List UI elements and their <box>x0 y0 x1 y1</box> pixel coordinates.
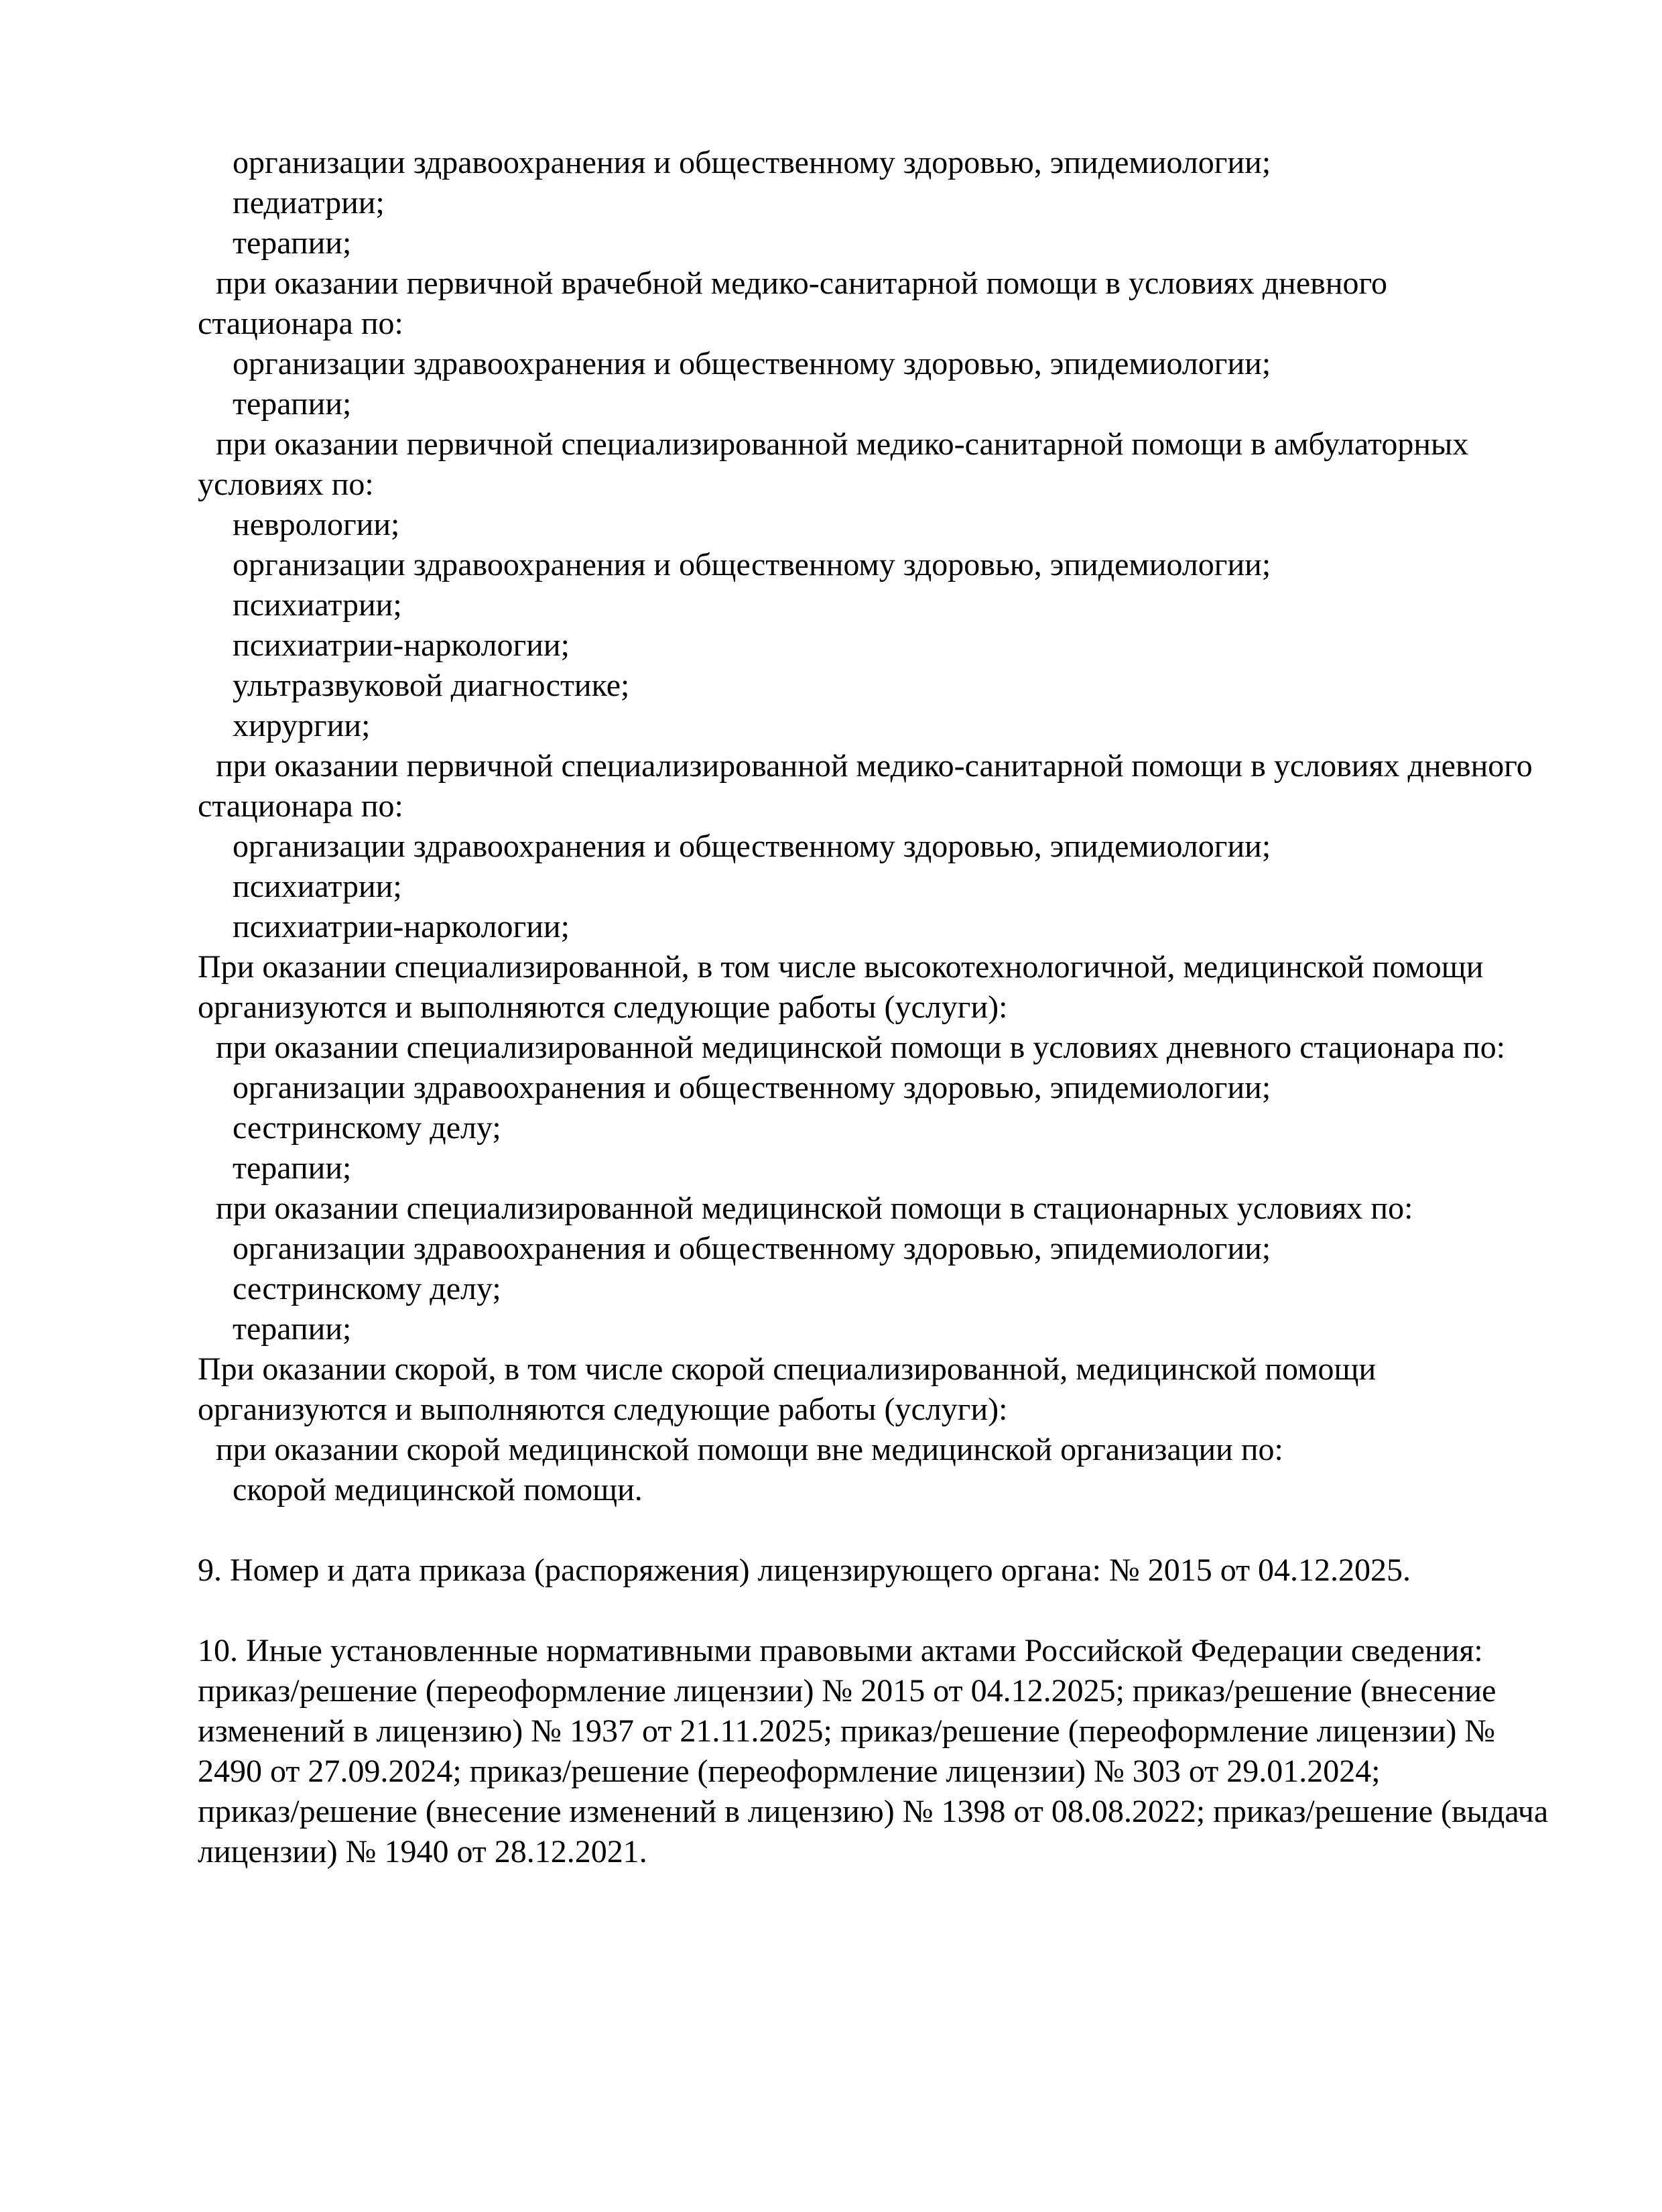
text-line: организации здравоохранения и общественному здоровью, эпидемиологии; <box>233 1070 1271 1105</box>
text-line: организуются и выполняются следующие работы (услуги): <box>198 1392 1008 1427</box>
document-body <box>198 143 1598 1872</box>
text-line: организации здравоохранения и общественному здоровью, эпидемиологии; <box>233 145 1271 180</box>
text-line: психиатрии-наркологии; <box>233 627 570 663</box>
text-line: При оказании скорой, в том числе скорой специализированной, медицинской помощи <box>198 1351 1377 1387</box>
text-line: условиях по: <box>198 467 374 502</box>
text-line: сестринскому делу; <box>233 1271 501 1306</box>
text-line: организации здравоохранения и общественному здоровью, эпидемиологии; <box>233 1231 1271 1266</box>
blank-line <box>198 1591 1598 1631</box>
text-line: при оказании первичной специализированной медико-санитарной помощи в амбулаторных <box>216 426 1469 462</box>
text-line: педиатрии; <box>233 185 385 221</box>
text-line: 10. Иные установленные нормативными правовыми актами Российской Федерации сведения: <box>198 1633 1483 1668</box>
text-line: хирургии; <box>233 708 371 743</box>
blank-line <box>198 1510 1598 1550</box>
text-line: организации здравоохранения и общественному здоровью, эпидемиологии; <box>233 828 1271 864</box>
text-line: приказ/решение (переоформление лицензии) № 2015 от 04.12.2025; приказ/решение (внесение <box>198 1673 1496 1709</box>
text-line: терапии; <box>233 386 352 422</box>
text-line: организации здравоохранения и общественному здоровью, эпидемиологии; <box>233 547 1271 582</box>
text-line: терапии; <box>233 225 352 261</box>
text-line: терапии; <box>233 1150 352 1186</box>
text-line: психиатрии; <box>233 869 402 904</box>
text-line: при оказании скорой медицинской помощи вне медицинской организации по: <box>216 1432 1283 1467</box>
text-line: изменений в лицензию) № 1937 от 21.11.2025; приказ/решение (переоформление лицензии) № <box>198 1713 1496 1749</box>
text-line: стационара по: <box>198 306 403 341</box>
text-line: стационара по: <box>198 788 403 824</box>
text-line: приказ/решение (внесение изменений в лицензию) № 1398 от 08.08.2022; приказ/решение (выдача <box>198 1794 1549 1829</box>
text-line: 2490 от 27.09.2024; приказ/решение (переоформление лицензии) № 303 от 29.01.2024; <box>198 1754 1381 1789</box>
text-line: ультразвуковой диагностике; <box>233 668 630 703</box>
text-line: психиатрии-наркологии; <box>233 909 570 944</box>
text-line: при оказании первичной врачебной медико-санитарной помощи в условиях дневного <box>216 265 1387 301</box>
text-line: при оказании специализированной медицинской помощи в стационарных условиях по: <box>216 1190 1413 1226</box>
text-line: скорой медицинской помощи. <box>233 1472 643 1508</box>
text-line: 9. Номер и дата приказа (распоряжения) лицензирующего органа: № 2015 от 04.12.2025. <box>198 1552 1411 1588</box>
text-line: при оказании специализированной медицинской помощи в условиях дневного стационара по: <box>216 1030 1506 1065</box>
text-line: терапии; <box>233 1311 352 1347</box>
text-line: организуются и выполняются следующие работы (услуги): <box>198 989 1008 1025</box>
text-line: психиатрии; <box>233 587 402 623</box>
text-line: сестринскому делу; <box>233 1110 501 1146</box>
text-line: при оказании первичной специализированной медико-санитарной помощи в условиях дневного <box>216 748 1533 784</box>
text-line: лицензии) № 1940 от 28.12.2021. <box>198 1834 647 1869</box>
text-line: При оказании специализированной, в том числе высокотехнологичной, медицинской помощи <box>198 949 1484 985</box>
text-line: неврологии; <box>233 507 400 542</box>
text-line: организации здравоохранения и общественному здоровью, эпидемиологии; <box>233 346 1271 381</box>
